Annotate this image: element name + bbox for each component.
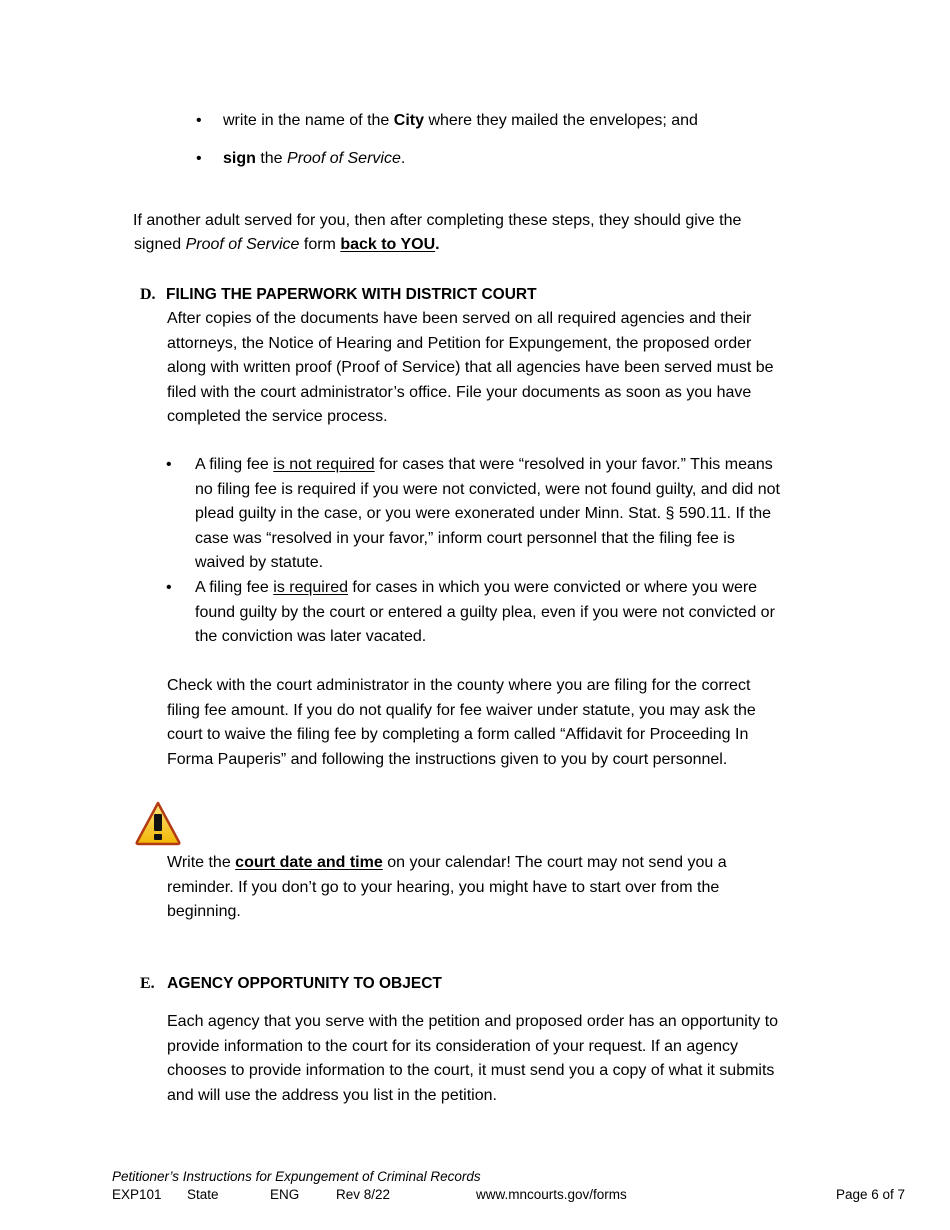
fee-required-bullet: A filing fee is required for cases in which you were convicted or where you were found guilty by the court or entered a guilty plea, even if you were not convicted or the conviction was later vacated. <box>195 579 775 645</box>
section-d-intro: After copies of the documents have been served on all required agencies and their attorneys, the Notice of Hearing and Petition for Expungement, the proposed order along with written proof (Proof of Service) that all agencies have been served must be filed with the court administrator’s office. File your documents as soon as you have completed the service process. <box>167 310 774 425</box>
section-e-paragraph: Each agency that you serve with the petition and proposed order has an opportunity to provide information to the court for its consideration of your request. If an agency chooses to provide information to the court, it must send you a copy of what it submits and will use the address you list in the petition. <box>167 1013 779 1104</box>
footer-title: Petitioner’s Instructions for Expungement of Criminal Records <box>112 1169 481 1184</box>
footer-type: State <box>187 1187 219 1202</box>
footer-url[interactable]: www.mncourts.gov/forms <box>476 1187 627 1202</box>
served-line-1: If another adult served for you, then after completing these steps, they should give the <box>133 212 742 229</box>
warning-note: Write the court date and time on your calendar! The court may not send you a reminder. If you don’t go to your hearing, you might have to start over from the beginning. <box>167 854 727 920</box>
footer-lang: ENG <box>270 1187 300 1202</box>
bullet-marker: • <box>166 579 172 596</box>
bullet-city: write in the name of the City where they mailed the envelopes; and <box>223 112 698 129</box>
section-d-heading: D. FILING THE PAPERWORK WITH DISTRICT COURT <box>140 286 537 303</box>
bullet-marker: • <box>196 112 202 129</box>
footer-form-id: EXP101 <box>112 1187 162 1202</box>
warning-triangle-icon <box>134 800 182 846</box>
footer-rev: Rev 8/22 <box>336 1187 391 1202</box>
check-fee-paragraph: Check with the court administrator in the county where you are filing for the correct filing fee amount. If you do not qualify for fee waiver under statute, you may ask the court to waive the filing fee by completing a form called “Affidavit for Proceeding In Forma Pauperis” and following the instructions given to you by court personnel. <box>167 677 756 768</box>
bullet-sign: sign the Proof of Service. <box>223 150 406 167</box>
section-e-heading: E. AGENCY OPPORTUNITY TO OBJECT <box>140 975 442 992</box>
footer-page-number: Page 6 of 7 <box>836 1187 906 1202</box>
bullet-marker: • <box>196 150 202 167</box>
bullet-marker: • <box>166 456 172 473</box>
fee-not-required-bullet: A filing fee is not required for cases that were “resolved in your favor.” This means no filing fee is required if you were not convicted, were not found guilty, and did not plead guilty in the case, or you were exonerated under Minn. Stat. § 590.11. If the case was “resolved in your favor,” inform court personnel that the filing fee is waived by statute. <box>195 456 780 571</box>
served-line-2: signed Proof of Service form back to YOU. <box>134 236 440 253</box>
